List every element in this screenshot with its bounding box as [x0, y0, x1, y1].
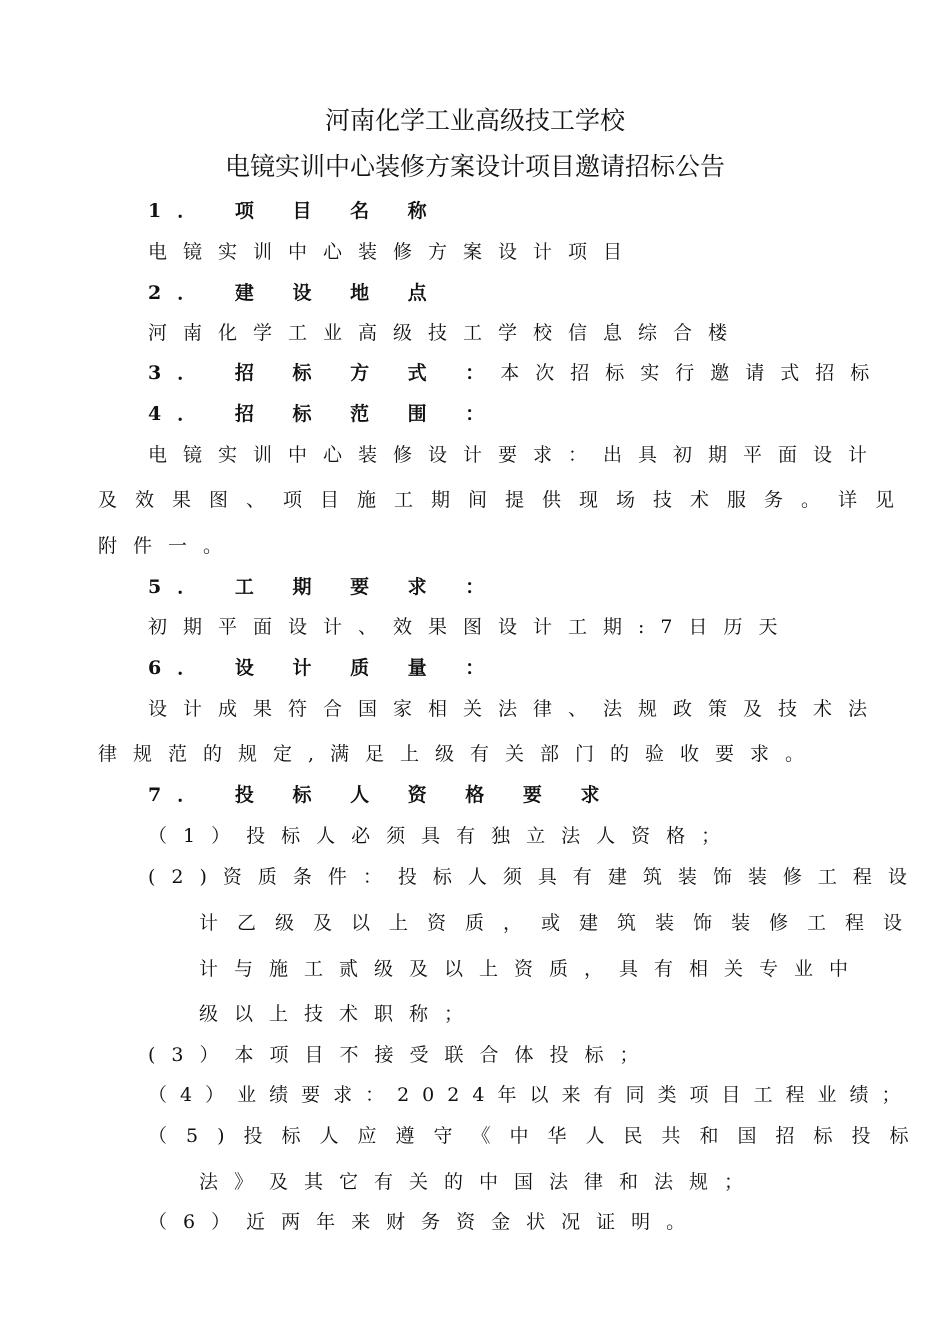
school-title: 河南化学工业高级技工学校 — [324, 106, 625, 135]
section-7-heading: 7． 投 标 人 资 格 要 求 — [148, 784, 616, 806]
section-4-line-2: 及效果图、项目施工期间提供现场技术服务。详见 — [98, 489, 913, 511]
section-3-heading: 3． 招 标 方 式 ： — [148, 362, 501, 384]
section-6-heading: 6． 设 计 质 量 ： — [148, 657, 501, 679]
section-4-line-1: 电镜实训中心装修设计要求：出具初期平面设计 — [148, 444, 884, 466]
section-6-line-1: 设计成果符合国家相关法律、法规政策及技术法 — [148, 698, 884, 720]
section-6-line-2: 律规范的规定,满足上级有关部门的验收要求。 — [98, 743, 821, 765]
requirement-6: （6）近两年来财务资金状况证明。 — [148, 1211, 702, 1233]
section-4-heading: 4． 招 标 范 围 ： — [148, 403, 501, 425]
section-4-line-3: 附件一。 — [98, 535, 239, 557]
requirement-3: (3）本项目不接受联合体投标； — [148, 1044, 655, 1066]
requirement-4: （4）业绩要求：2024年以来有同类项目工程业绩； — [148, 1084, 914, 1106]
section-5-text: 初期平面设计、效果图设计工期:7日历天 — [148, 616, 794, 638]
requirement-2-line-1: (2)资质条件：投标人须具有建筑装饰装修工程设 — [148, 866, 923, 888]
section-2-text: 河南化学工业高级技工学校信息综合楼 — [148, 322, 744, 344]
section-1-heading: 1． 项 目 名 称 — [148, 200, 443, 222]
section-1-text: 电镜实训中心装修方案设计项目 — [148, 241, 639, 263]
requirement-2-line-2: 计乙级及以上资质，或建筑装饰装修工程设 — [199, 912, 922, 934]
requirement-1: （1）投标人必须具有独立法人资格； — [148, 825, 737, 847]
section-5-heading: 5． 工 期 要 求 ： — [148, 576, 501, 598]
section-3-row — [148, 361, 885, 385]
section-3-text: 本次招标实行邀请式招标 — [500, 362, 886, 384]
requirement-5-line-1: （5)投标人应遵守《中华人民共和国招标投标 — [148, 1125, 928, 1147]
project-title: 电镜实训中心装修方案设计项目邀请招标公告 — [224, 152, 725, 181]
requirement-2-line-4: 级以上技术职称； — [199, 1003, 480, 1025]
requirement-5-line-2: 法》及其它有关的中国法律和法规； — [199, 1171, 760, 1193]
section-2-heading: 2． 建 设 地 点 — [148, 282, 443, 304]
requirement-2-line-3: 计与施工贰级及以上资质，具有相关专业中 — [199, 958, 865, 980]
